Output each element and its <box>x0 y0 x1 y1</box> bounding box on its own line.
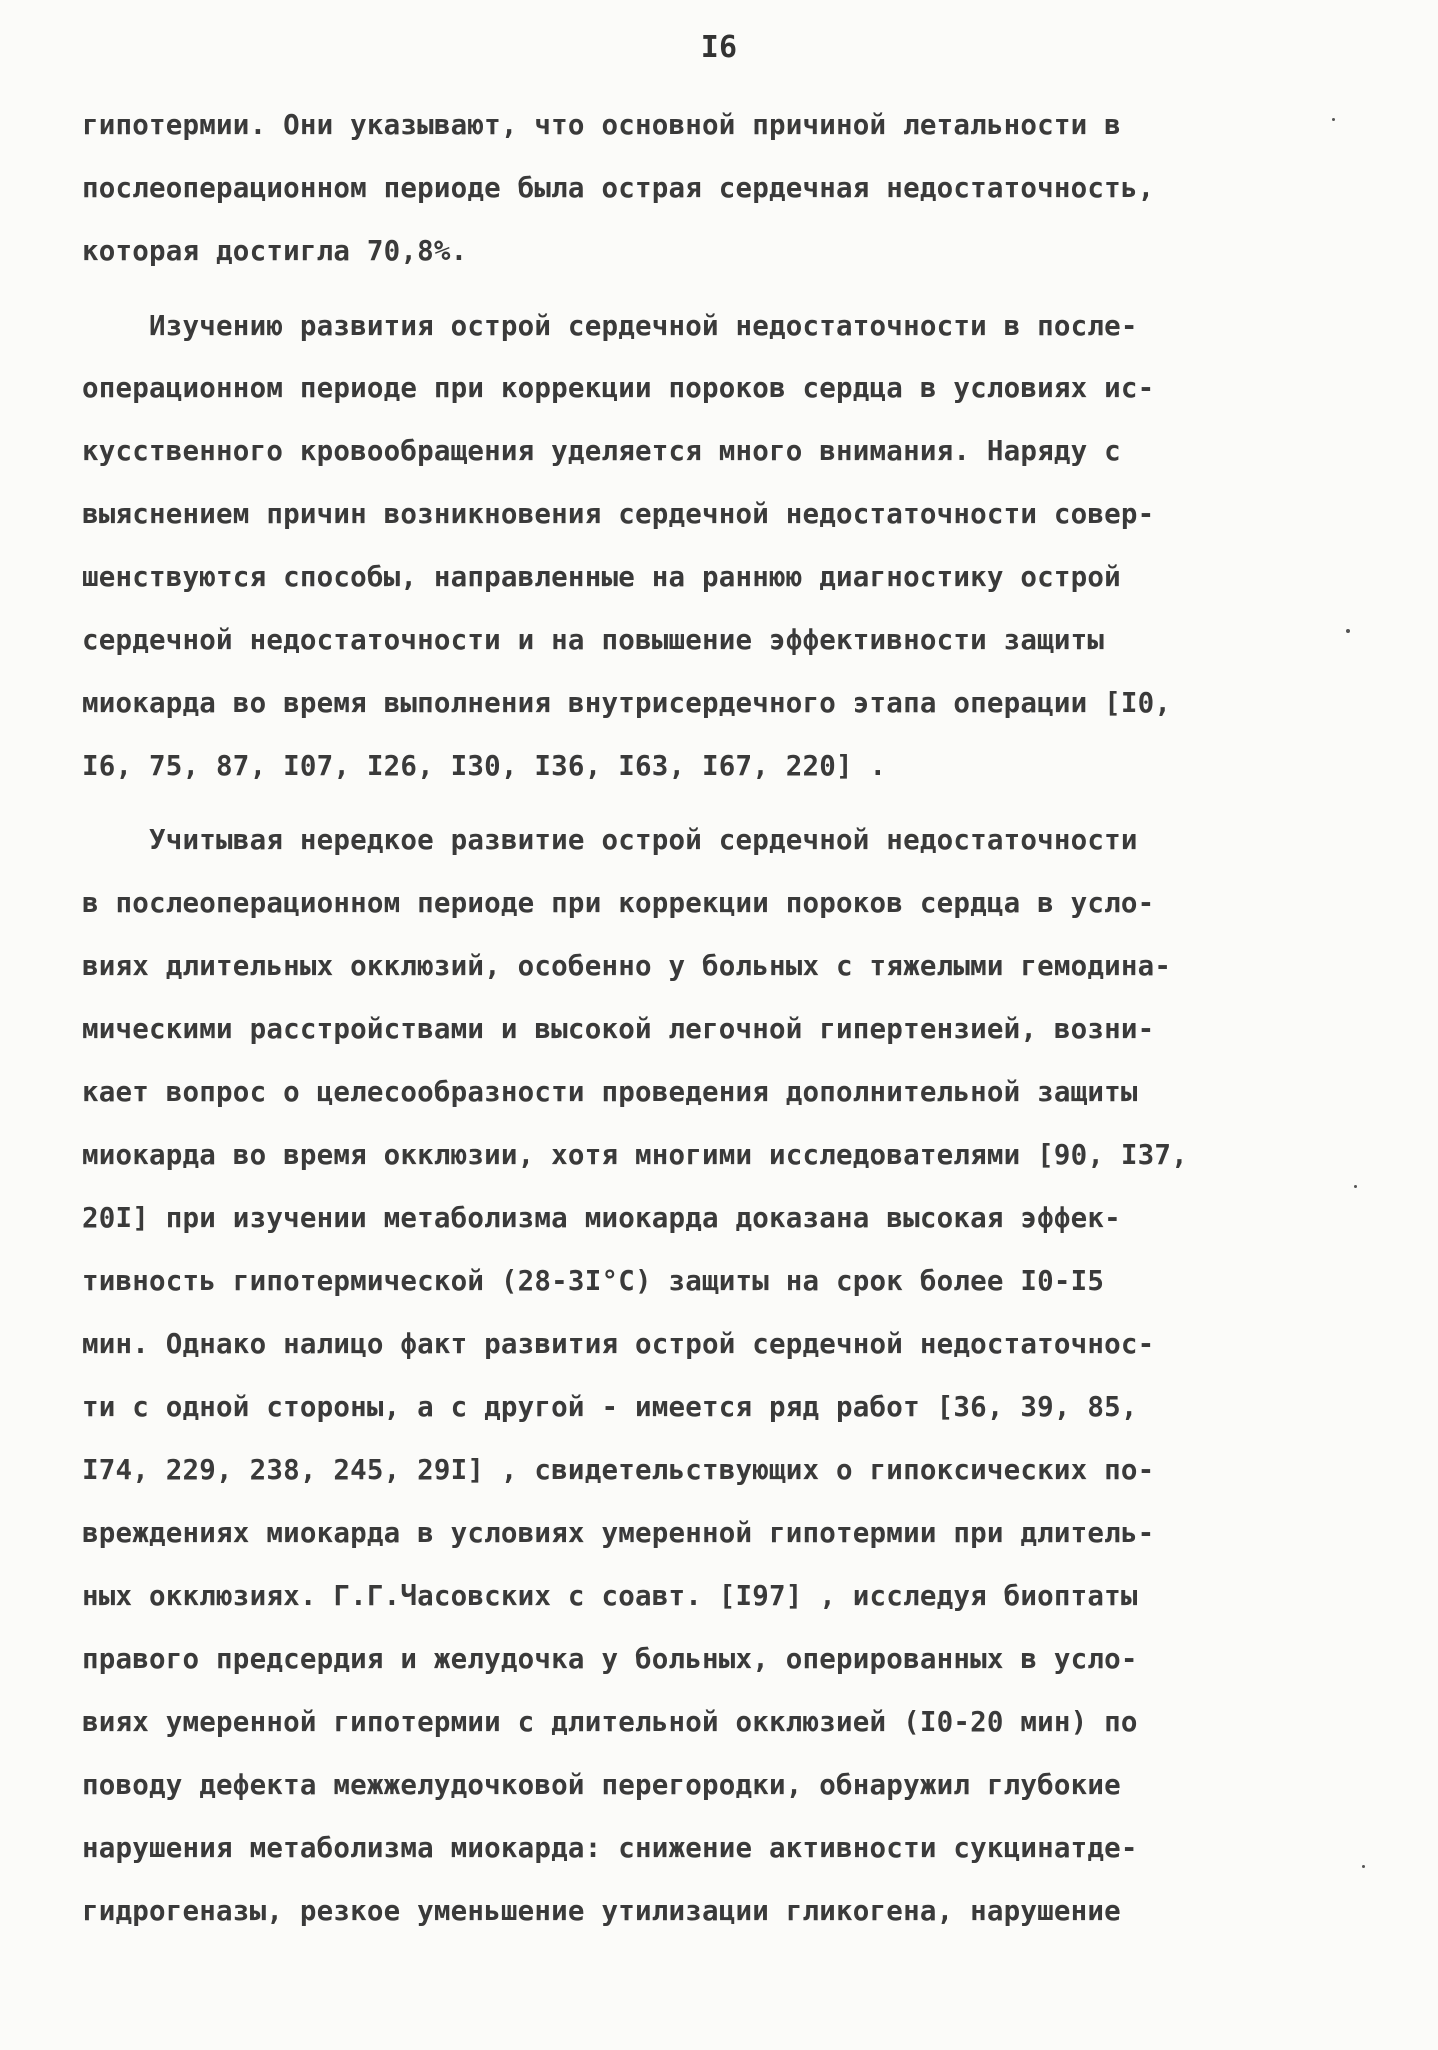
text-line: виях длительных окклюзий, особенно у больных с тяжелыми гемодина- <box>82 950 1172 982</box>
scan-speck <box>1346 629 1350 633</box>
text-line: шенствуются способы, направленные на раннюю диагностику острой <box>82 561 1121 593</box>
page-number: I6 <box>700 30 738 65</box>
text-line: послеоперационном периоде была острая сердечная недостаточность, <box>82 172 1155 204</box>
scan-speck <box>1332 118 1335 121</box>
text-line: в послеоперационном периоде при коррекции пороков сердца в усло- <box>82 887 1155 919</box>
text-line: выяснением причин возникновения сердечной недостаточности совер- <box>82 498 1155 530</box>
text-line: кусственного кровообращения уделяется много внимания. Наряду с <box>82 435 1121 467</box>
text-line: вреждениях миокарда в условиях умеренной гипотермии при длитель- <box>82 1517 1155 1549</box>
text-line: операционном периоде при коррекции пороков сердца в условиях ис- <box>82 372 1155 404</box>
text-line: I74, 229, 238, 245, 29I] , свидетельствующих о гипоксических по- <box>82 1454 1155 1486</box>
text-line: Изучению развития острой сердечной недостаточности в после- <box>82 310 1138 342</box>
scan-speck <box>1362 1865 1365 1868</box>
text-line: поводу дефекта межжелудочковой перегородки, обнаружил глубокие <box>82 1769 1121 1801</box>
text-line: мическими расстройствами и высокой легочной гипертензией, возни- <box>82 1013 1155 1045</box>
text-line: нарушения метаболизма миокарда: снижение активности сукцинатде- <box>82 1832 1138 1864</box>
text-line: виях умеренной гипотермии с длительной окклюзией (I0-20 мин) по <box>82 1706 1138 1738</box>
text-line: Учитывая нередкое развитие острой сердечной недостаточности <box>82 824 1138 856</box>
scan-speck <box>1354 1185 1357 1188</box>
text-line: правого предсердия и желудочка у больных, оперированных в усло- <box>82 1643 1138 1675</box>
text-line: кает вопрос о целесообразности проведения дополнительной защиты <box>82 1076 1138 1108</box>
text-line: мин. Однако налицо факт развития острой сердечной недостаточнос- <box>82 1328 1155 1360</box>
text-line: которая достигла 70,8%. <box>82 235 468 267</box>
text-line: миокарда во время окклюзии, хотя многими исследователями [90, I37, <box>82 1139 1188 1171</box>
text-line: ных окклюзиях. Г.Г.Часовских с соавт. [I97] , исследуя биоптаты <box>82 1580 1138 1612</box>
text-line: сердечной недостаточности и на повышение эффективности защиты <box>82 624 1105 656</box>
text-line: миокарда во время выполнения внутрисердечного этапа операции [I0, <box>82 687 1172 719</box>
text-line: I6, 75, 87, I07, I26, I30, I36, I63, I67, 220] . <box>82 750 887 782</box>
text-line: ти с одной стороны, а с другой - имеется ряд работ [36, 39, 85, <box>82 1391 1138 1423</box>
text-line: тивность гипотермической (28-3I°С) защиты на срок более I0-I5 <box>82 1265 1105 1297</box>
text-line: гипотермии. Они указывают, что основной причиной летальности в <box>82 109 1121 141</box>
text-line: гидрогеназы, резкое уменьшение утилизации гликогена, нарушение <box>82 1895 1121 1927</box>
text-line: 20I] при изучении метаболизма миокарда доказана высокая эффек- <box>82 1202 1121 1234</box>
